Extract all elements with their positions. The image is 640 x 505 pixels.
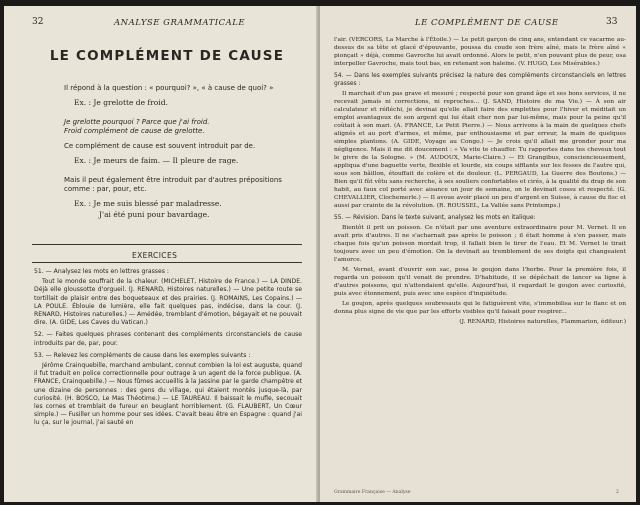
- exercise-55-title: 55. — Révision. Dans le texte suivant, analysez les mots en italique:: [334, 215, 536, 221]
- exercise-51-text: Tout le monde souffrait de la chaleur. (MICHELET, Histoire de France.) — LA DINDE. Déjà elle gloussotte d'orgueil. (J. RENARD, Histoires naturelles.) — Une petite route se tortillait de plaisir entre des boqueteaux et des prairies. (J. ROMAINS, Les Copains.) — LA POULE. Éblouie de lumière, elle fait quelques pas, indécise, dans la cour. (J. RENARD, Histoires naturelles.) — Amédée, tremblant d'émotion, bégayait et ne pouvait dire. (A. GIDE, Les Caves du Vatican.): [34, 278, 302, 327]
- example-2: Ex. : Je meurs de faim. — Il pleure de rage.: [74, 156, 239, 165]
- question-1: Je grelotte pourquoi ? Parce que j'ai froid.: [64, 118, 210, 126]
- page-title: LE COMPLÉMENT DE CAUSE: [49, 48, 285, 64]
- rule-1: Ce complément de cause est souvent introduit par de.: [64, 142, 256, 150]
- divider-bottom: [32, 262, 302, 263]
- intro-question: Il répond à la question : « pourquoi? », « à cause de quoi? »: [64, 84, 274, 92]
- right-page: [320, 6, 636, 502]
- question-2: Froid complément de cause de grelotte.: [64, 127, 205, 135]
- exercise-55-text-3: Le goujon, après quelques soubresauts qui le fatiguèrent vite, s'immobilisa sur le flanc et on donna plus signe de vie que par les efforts visibles qu'il faisait pour respirer...: [334, 301, 626, 315]
- right-page-body: [334, 36, 626, 328]
- example-3b: J'ai été puni pour bavardage.: [99, 210, 210, 219]
- exercise-52-text: 52. — Faites quelques phrases contenant des compléments circonstanciels de cause introduits par de, par, pour.: [34, 331, 302, 347]
- footer-mark: 2: [616, 490, 619, 495]
- exercise-53-text: Jérôme Crainquebille, marchand ambulant, connut combien la loi est auguste, quand il fut traduit en police correctionnelle pour outrage à un agent de la force publique. (A. FRANCE, Crainquebille.) — Nous fûmes accueillis à la Jassine par le garde champêtre et une dizaine de personnes : des gens du village, qui étaient montés jusque-là, par curiosité. (H. BOSCO, Le Mas Théotime.) — LE TAUREAU. Il baissait le mufle, secouait les cornes et tremblait de fureur en beuglant horriblement. (G. FLAUBERT, Un Cœur simple.) — Fusiller un homme pour ses idées. C'avait beau être en Espagne : quand j'ai lu ça, sur le journal, j'ai sauté en: [34, 362, 302, 427]
- exercise-55-text-2: M. Vernet, avant d'ouvrir son sac, posa le goujon dans l'herbe. Pour la première fois, il regarda un poisson qu'il venait de prendre. D'habitude, il se dépêchait de lancer sa ligne à d'autres poissons, qui n'attendaient qu'elle. Aujourd'hui, il regardait le goujon avec curiosité, puis avec étonnement, puis avec une espèce d'inquiétude.: [334, 267, 626, 297]
- exercise-55-text: Bientôt il prit un poisson. Ce n'était par une aventure extraordinaire pour M. Vernet. Il en avait pris d'autres. Il ne s'acharnait pas après le poisson ; il était homme à s'en passer, mais chaque fois qu'un poisson mordait trop, il fallait bien le tirer de l'eau. Et M. Vernet le tirait toujours avec un peu d'émotion. On la devinait au tremblement de ses doigts qui changeaient l'amorce.: [334, 225, 626, 263]
- footer-text: Grammaire Française — Analyse: [334, 490, 411, 495]
- running-head-right: LE COMPLÉMENT DE CAUSE: [415, 18, 559, 28]
- page-number-left: 32: [32, 17, 44, 27]
- divider-top: [32, 244, 302, 245]
- exercises-heading: EXERCICES: [132, 251, 178, 260]
- example-1: Ex. : Je grelotte de froid.: [74, 98, 168, 107]
- attribution: (J. RENARD, Histoires naturelles, Flammarion, éditeur.): [459, 319, 626, 325]
- page-number-right: 33: [606, 17, 618, 27]
- example-3a: Ex. : Je me suis blessé par maladresse.: [74, 199, 222, 208]
- exercise-54-title: 54. — Dans les exemples suivants précisez la nature des compléments circonstanciels en lettres grasses :: [334, 73, 626, 87]
- exercise-54-text: Il marchait d'un pas grave et mesuré ; respecté pour son grand âge et ses bons services, il ne recevait jamais ni corrections, ni reproches... (J. SAND, Histoire de ma Vie.) — À son air calculateur et réfléchi, je devinai qu'elle allait faire des emplettes pour l'hiver et méditait un emploi avantageux de son argent qui lui était cher non par lui-même, mais pour la peine qu'il coûtait à son mari. (A. FRANCE, Le Petit Pierre.) — Nous arrivons à la main de quelques chefs alignés et au port d'armes, et même, par enthousiasme et par erreur, la main de quelques simples plantons. (A. GIDE, Voyage au Congo.) — Je crois qu'il allait me gronder pour ma négligence. Mais il me dit doucement : « Va vite te chauffer. Tu rapportes dans tes cheveux tout le givre de la Sologne. » (M. AUDOUX, Marie-Claire.) — Et Grangibus, consciencieusement, appliqua d'une baguette verte, flexible et lourde, six coups sifflants sur les fesses de l'autre qui, sous son bâillon, étouffait de colère et de douleur. (L. PERGAUD, La Guerre des Boutons.) — Bien qu'il fût vêtu sans recherche, à ses souliers confortables et cirés, à la qualité du drap de son habit, au faux col porté avec aisance un jour de semaine, on le devinait cossu et respecté. (G. CHEVALLIER, Clochemerle.) — Il avoue avoir placé un peu d'argent en Suisse, à cause du fisc et aussi par crainte de la révolution. (R. ROUSSEL, La Vallée sans Printemps.): [334, 91, 626, 209]
- continued-text: l'air. (VERCORS, La Marche à l'Étoile.) — Le petit garçon de cinq ans, entendant ce vacarme au-dessus de sa tête et glacé d'épouvante, poussa du coude son frère aîné, mais le frère aîné « pionçait » déjà, comme Gavroche lui avait ordonné. Alors le petit, n'en pouvant plus de peur, osa interpeller Gavroche, mais tout bas, en retenant son haleine. (V. HUGO, Les Misérables.): [334, 37, 626, 67]
- running-head-left: ANALYSE GRAMMATICALE: [114, 18, 246, 28]
- exercise-51: [34, 268, 302, 430]
- left-page: [4, 6, 318, 502]
- rule-2b: comme : par, pour, etc.: [64, 185, 147, 193]
- exercise-53-title: 53. — Relevez les compléments de cause dans les exemples suivants :: [34, 351, 251, 359]
- book-spread: [4, 6, 636, 502]
- exercise-51-title: 51. — Analysez les mots en lettres grasses :: [34, 268, 169, 275]
- rule-2a: Mais il peut également être introduit par d'autres prépositions: [64, 176, 282, 184]
